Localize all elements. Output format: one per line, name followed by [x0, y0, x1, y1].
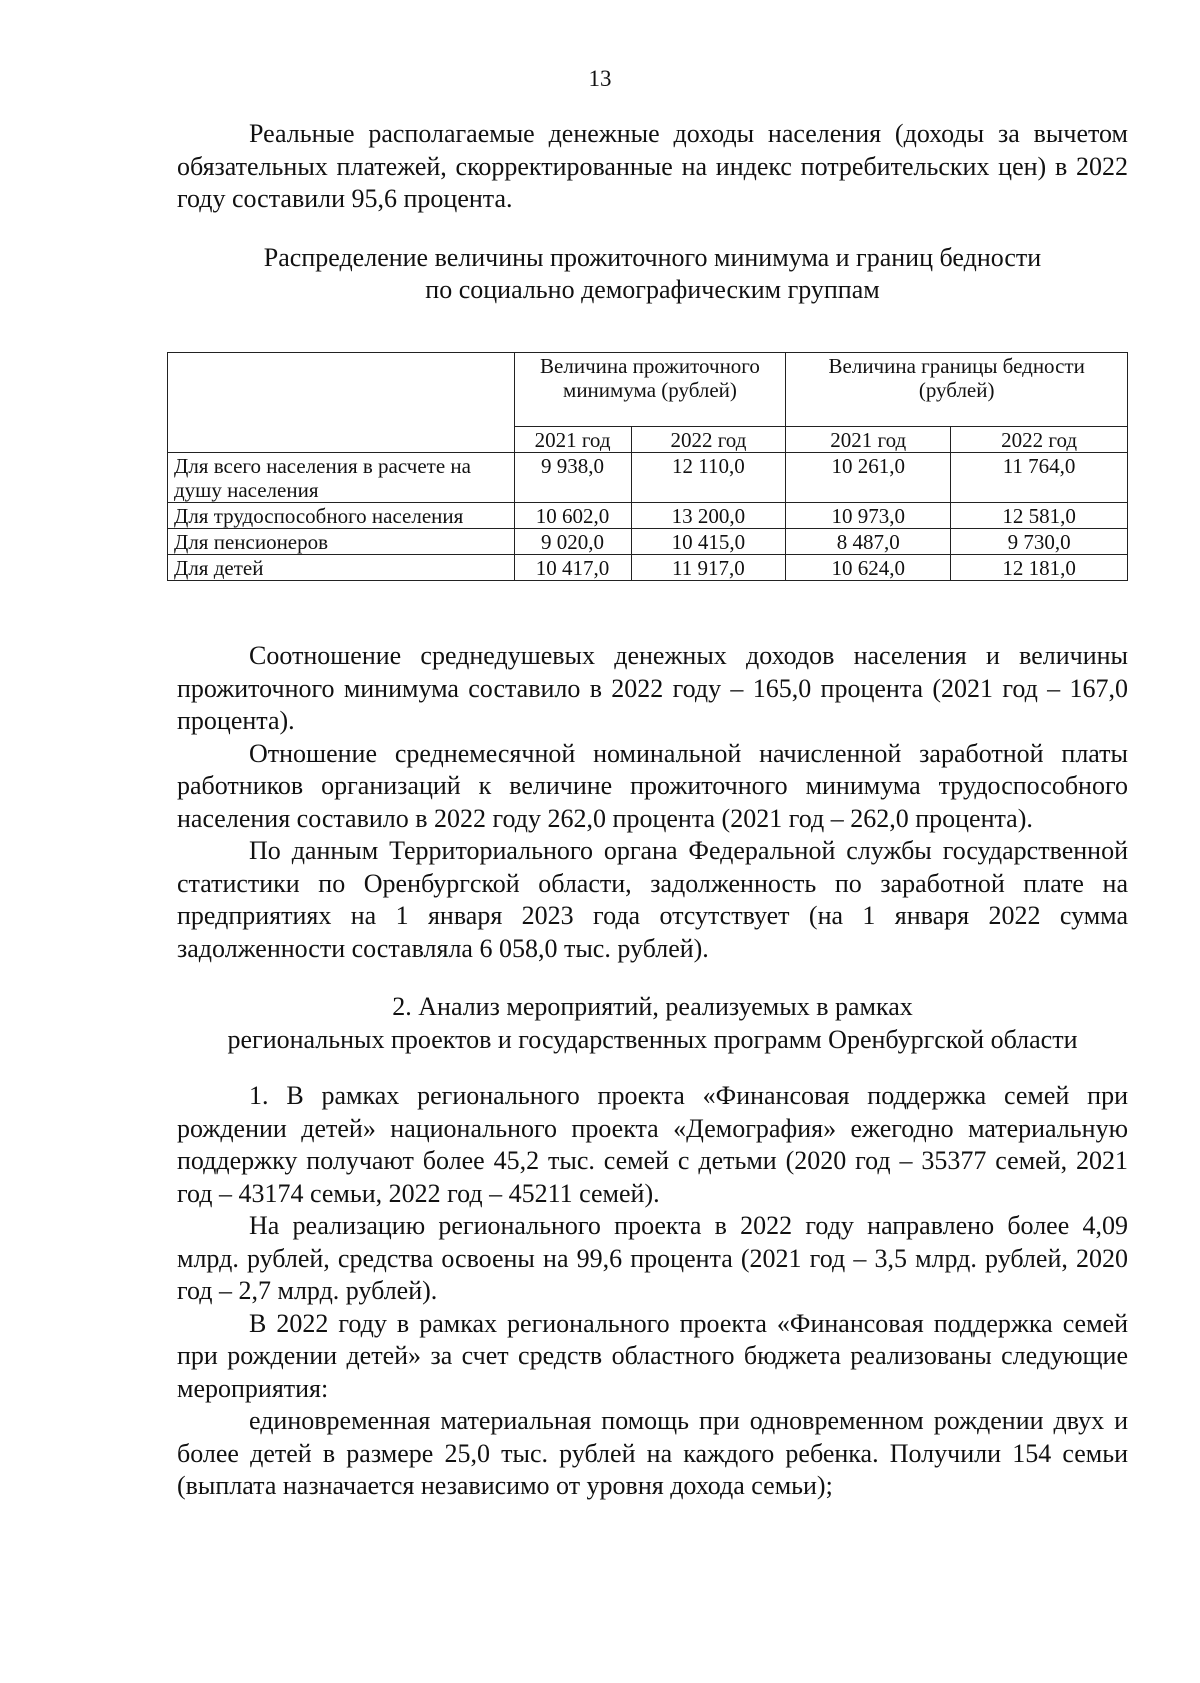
row-label: Для пенсионеров — [168, 529, 515, 555]
intro-section — [177, 118, 1128, 307]
year-header: 2022 год — [951, 427, 1128, 453]
year-header: 2022 год — [631, 427, 786, 453]
section-title-line2: региональных проектов и государственных программ Оренбургской области — [227, 1024, 1078, 1054]
year-header: 2021 год — [514, 427, 631, 453]
poverty-table — [167, 352, 1128, 581]
table-title-line2: по социально демографическим группам — [425, 275, 880, 304]
section-title — [177, 991, 1128, 1024]
section-title-line1: 2. Анализ мероприятий, реализуемых в рамках — [392, 992, 913, 1021]
table-header-row — [168, 353, 1128, 427]
table-cell: 12 181,0 — [951, 555, 1128, 581]
table-cell: 10 261,0 — [786, 453, 951, 503]
table-cell: 8 487,0 — [786, 529, 951, 555]
intro-paragraph: Реальные располагаемые денежные доходы населения (доходы за вычетом обязательных платежей, скорректированные на индекс потребительских цен) в 2022 году составили 95,6 процента. — [177, 119, 1128, 213]
row-label: Для трудоспособного населения — [168, 503, 515, 529]
paragraph: 1. В рамках регионального проекта «Финансовая поддержка семей при рождении детей» национального проекта «Демография» ежегодно материальную поддержку получают более 45,2 тыс. семей с детьми (2020 год – 35377 семей, 2021 год – 43174 семьи, 2022 год – 45211 семей). — [177, 1081, 1128, 1208]
table-row — [168, 453, 1128, 503]
table-row — [168, 529, 1128, 555]
paragraph: Соотношение среднедушевых денежных доходов населения и величины прожиточного минимума составило в 2022 году – 165,0 процента (2021 год – 167,0 процента). — [177, 641, 1128, 735]
page-number: 13 — [588, 66, 612, 91]
table-cell: 12 581,0 — [951, 503, 1128, 529]
table-header-empty — [168, 353, 515, 453]
table-cell: 10 973,0 — [786, 503, 951, 529]
section-title-line2-wrap — [177, 1024, 1128, 1057]
table-cell: 10 415,0 — [631, 529, 786, 555]
table-cell: 11 917,0 — [631, 555, 786, 581]
table-row — [168, 503, 1128, 529]
table-cell: 9 020,0 — [514, 529, 631, 555]
table-header-subsistence: Величина прожиточного минимума (рублей) — [514, 353, 786, 427]
row-label: Для всего населения в расчете на душу населения — [168, 453, 515, 503]
paragraph: Отношение среднемесячной номинальной начисленной заработной платы работников организаций к величине прожиточного минимума трудоспособного населения составило в 2022 году 262,0 процента (2021 год – 262,0 процента). — [177, 738, 1128, 833]
paragraph: На реализацию регионального проекта в 2022 году направлено более 4,09 млрд. рублей, средства освоены на 99,6 процента (2021 год – 3,5 млрд. рублей, 2020 год – 2,7 млрд. рублей). — [177, 1211, 1128, 1305]
paragraph: В 2022 году в рамках регионального проекта «Финансовая поддержка семей при рождении детей» за счет средств областного бюджета реализованы следующие мероприятия: — [177, 1308, 1128, 1403]
table-cell: 9 938,0 — [514, 453, 631, 503]
year-header: 2021 год — [786, 427, 951, 453]
table-row — [168, 555, 1128, 581]
paragraph: По данным Территориального органа Федеральной службы государственной статистики по Оренбургской области, задолженность по заработной плате на предприятиях на 1 января 2023 года отсутствует (на 1 января 2022 сумма задолженности составляла 6 058,0 тыс. рублей). — [177, 836, 1128, 963]
table-header-poverty-line: Величина границы бедности (рублей) — [786, 353, 1128, 427]
body-section — [177, 640, 1128, 1503]
table-cell: 10 602,0 — [514, 503, 631, 529]
table-cell: 12 110,0 — [631, 453, 786, 503]
paragraph: единовременная материальная помощь при одновременном рождении двух и более детей в размере 25,0 тыс. рублей на каждого ребенка. Получили 154 семьи (выплата назначается независимо от уровня дохода семьи); — [177, 1406, 1128, 1500]
table-cell: 13 200,0 — [631, 503, 786, 529]
table-cell: 10 624,0 — [786, 555, 951, 581]
table-cell: 9 730,0 — [951, 529, 1128, 555]
table-cell: 10 417,0 — [514, 555, 631, 581]
table-cell: 11 764,0 — [951, 453, 1128, 503]
row-label: Для детей — [168, 555, 515, 581]
table-title-line1: Распределение величины прожиточного минимума и границ бедности — [263, 242, 1042, 272]
